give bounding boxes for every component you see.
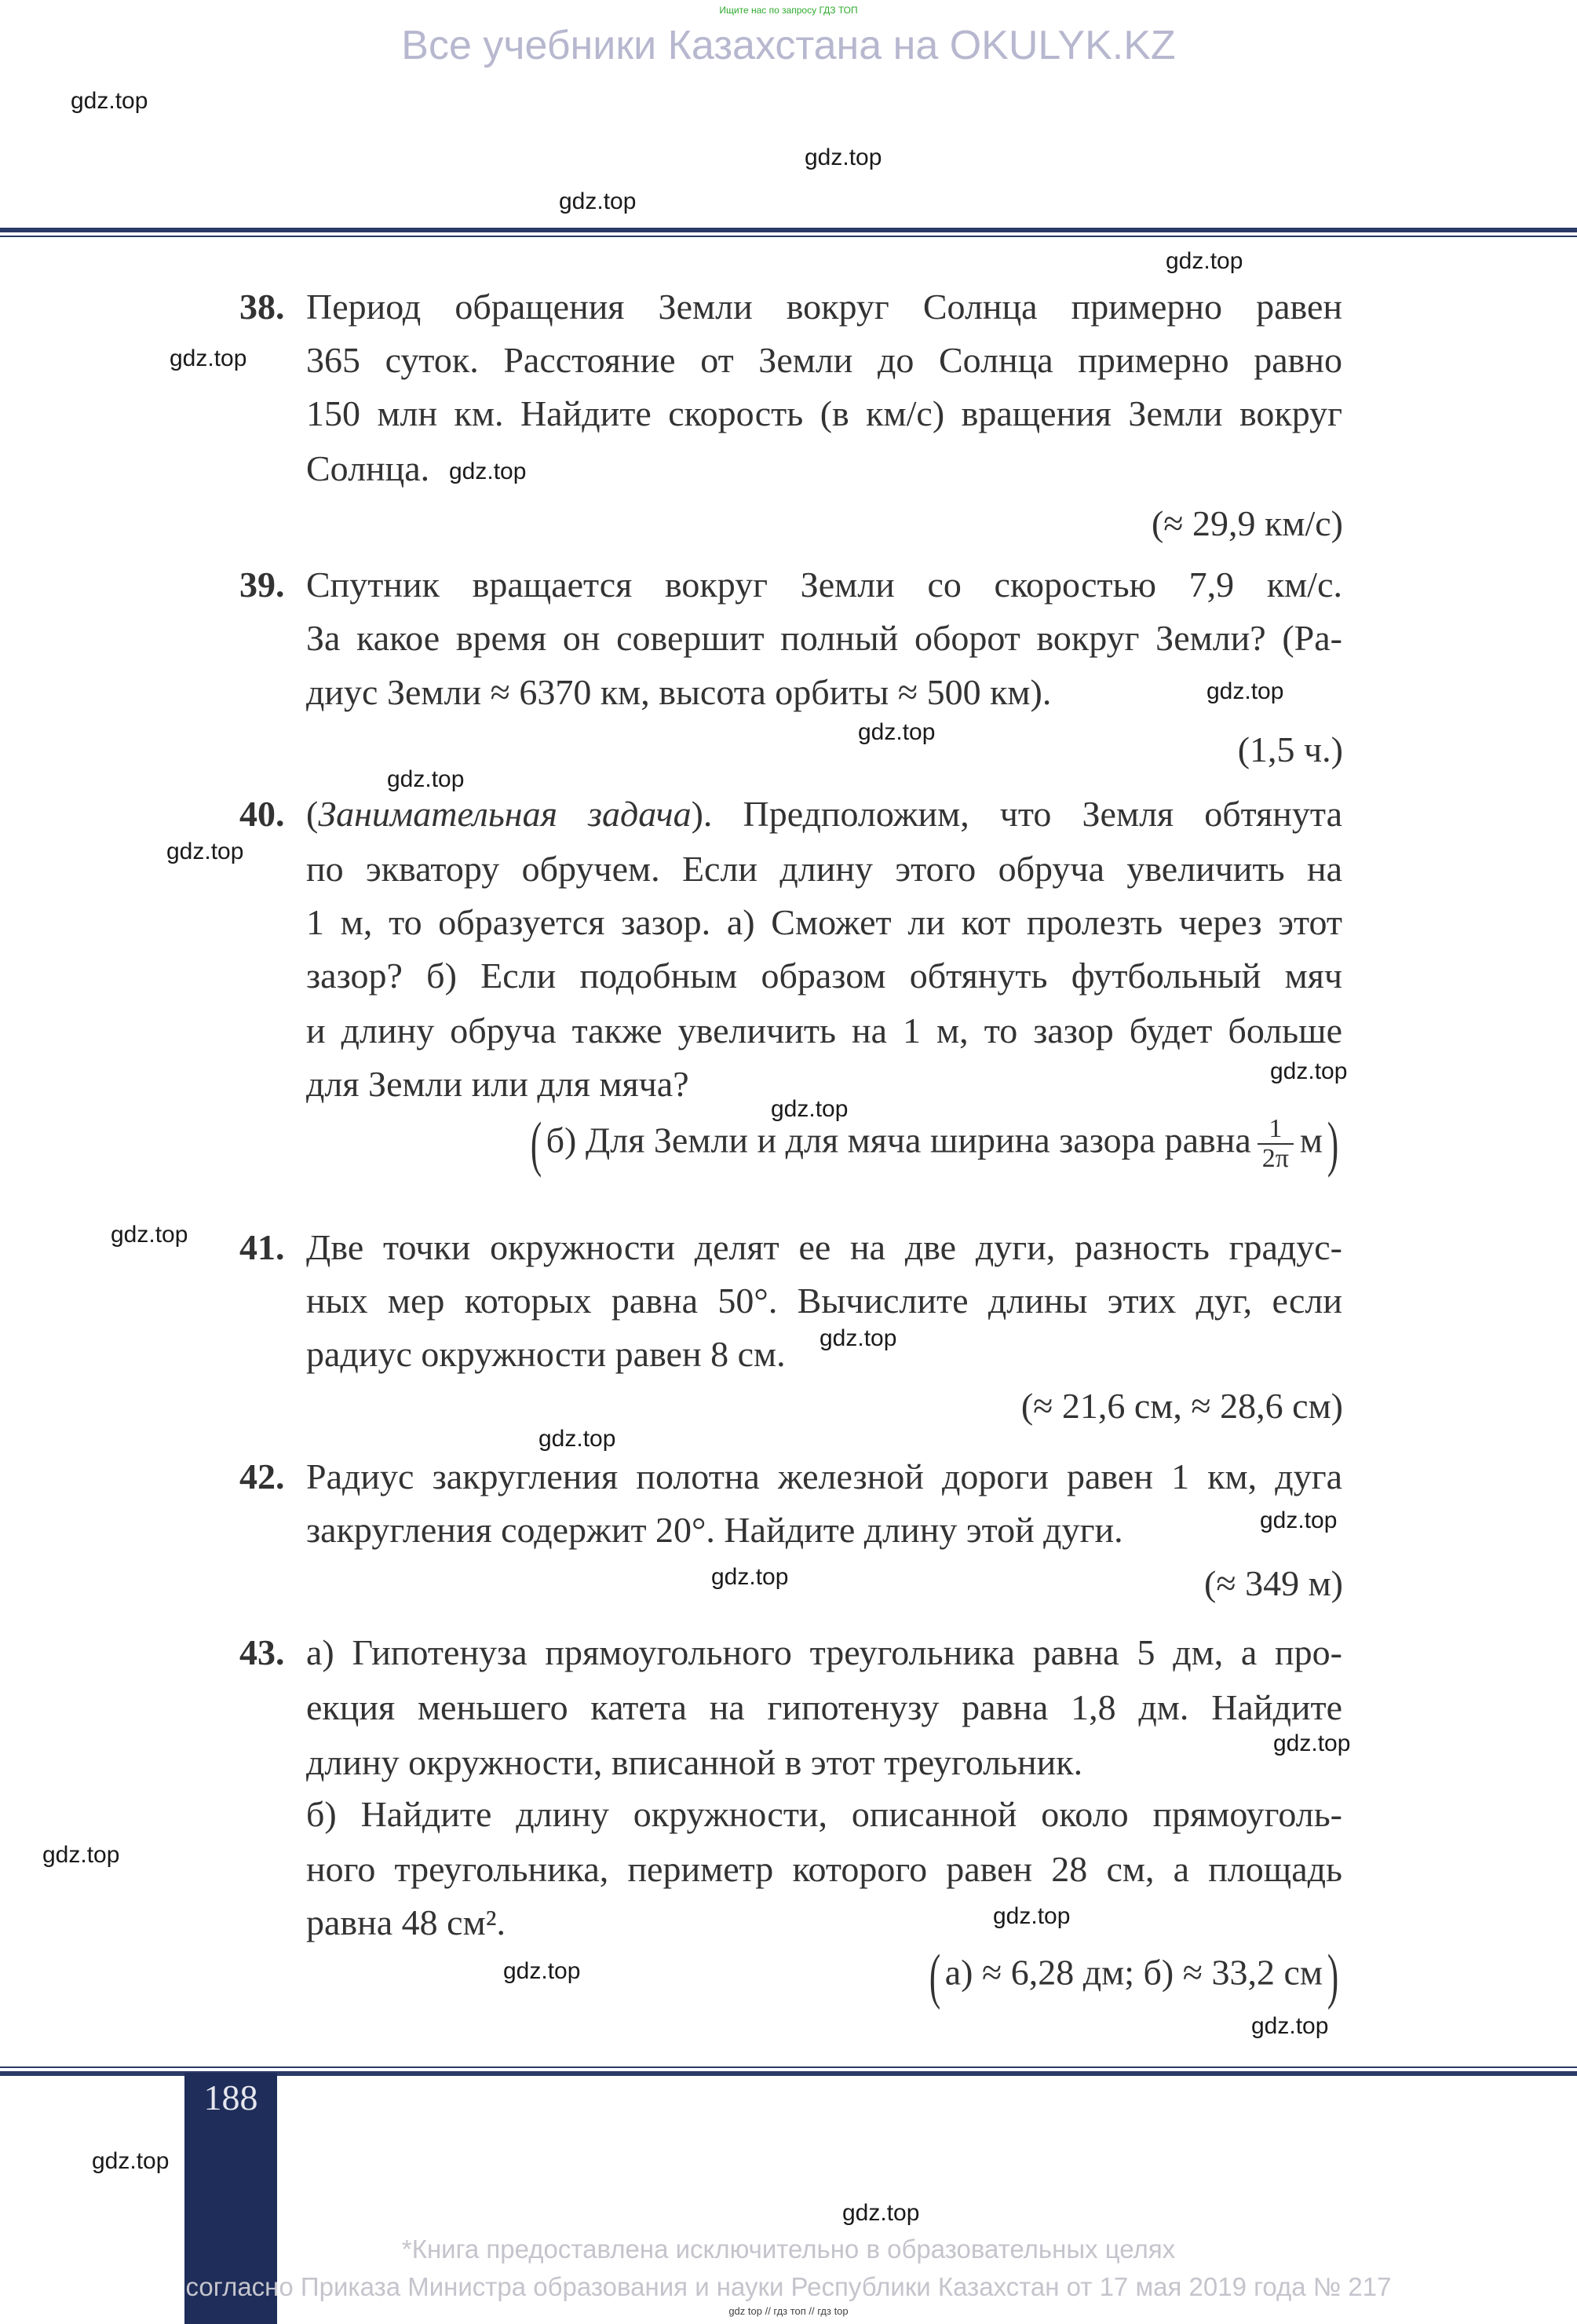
problem-number: 39.: [239, 565, 285, 605]
close-paren: ): [1327, 1942, 1339, 2010]
problem-line: ных мер которых равна 50°. Вычислите длины этих дуг, если: [306, 1281, 1342, 1321]
problem-line: екция меньшего катета на гипотенузу равна 1,8 дм. Найдите: [306, 1687, 1342, 1727]
footer-rule-thin: [0, 2066, 1577, 2068]
watermark: gdz.top: [1206, 678, 1284, 704]
problem-answer: (1,5 ч.): [1237, 729, 1343, 769]
problem-number: 41.: [239, 1227, 285, 1267]
problem-answer: [925, 1942, 1343, 2010]
header-rule-thin: [0, 236, 1577, 237]
problem-line: равна 48 см².: [306, 1902, 506, 1942]
watermark: gdz.top: [1251, 2013, 1329, 2039]
watermark: gdz.top: [449, 459, 527, 484]
watermark: gdz.top: [1270, 1058, 1348, 1084]
watermark: gdz.top: [503, 1958, 581, 1984]
search-hint: Ищите нас по запросу ГДЗ ТОП: [719, 5, 858, 16]
close-paren: ): [1327, 1109, 1339, 1178]
page-number: 188: [203, 2077, 258, 2118]
notice-line-1: *Книга предоставлена исключительно в образовательных целях: [401, 2234, 1176, 2264]
problem-line: а) Гипотенуза прямоугольного треугольника равна 5 дм, а про-: [306, 1632, 1342, 1672]
answer-unit: м: [1299, 1120, 1323, 1160]
problem-number: 42.: [239, 1456, 285, 1496]
problem-line: ного треугольника, периметр которого равен 28 см, а площадь: [306, 1849, 1342, 1889]
watermark: gdz.top: [993, 1903, 1071, 1929]
answer-text: б) Для Земли и для мяча ширина зазора равна: [546, 1120, 1251, 1160]
problem-line: 150 млн км. Найдите скорость (в км/с) вращения Земли вокруг: [306, 393, 1342, 433]
watermark: gdz.top: [559, 188, 637, 214]
problem-line: диус Земли ≈ 6370 км, высота орбиты ≈ 500 км).: [306, 672, 1052, 712]
watermark: gdz.top: [842, 2200, 920, 2226]
watermark: gdz.top: [858, 719, 936, 745]
watermark: gdz.top: [771, 1096, 849, 1122]
open-paren: (: [929, 1942, 940, 2010]
problem-answer: (≈ 349 м): [1204, 1563, 1343, 1603]
problem-line: 365 суток. Расстояние от Земли до Солнца примерно равно: [306, 340, 1342, 380]
watermark: gdz.top: [387, 766, 465, 792]
watermark: gdz.top: [805, 144, 882, 170]
watermark: gdz.top: [1273, 1730, 1351, 1756]
problem-line: За какое время он совершит полный оборот вокруг Земли? (Ра-: [306, 618, 1342, 658]
problem-line: и длину обруча также увеличить на 1 м, то зазор будет больше: [306, 1010, 1342, 1051]
watermark: gdz.top: [1260, 1507, 1338, 1533]
open-paren: (: [530, 1109, 542, 1178]
header-rule-thick: [0, 228, 1577, 232]
first-line-rest: ). Предположим, что Земля обтянута: [691, 794, 1342, 834]
fraction-denominator: 2π: [1261, 1144, 1289, 1173]
notice-line-2: согласно Приказа Министра образования и науки Республики Казахстан от 17 мая 2019 года № 217: [185, 2272, 1392, 2301]
problem-answer: (≈ 21,6 см, ≈ 28,6 см): [1020, 1386, 1343, 1426]
watermark: gdz.top: [1166, 248, 1243, 274]
site-title[interactable]: Все учебники Казахстана на OKULYK.KZ: [401, 23, 1176, 68]
watermark: gdz.top: [538, 1426, 616, 1452]
problem-line: длину окружности, вписанной в этот треугольник.: [306, 1742, 1083, 1782]
problem-number: 43.: [239, 1632, 285, 1672]
problem-line: Две точки окружности делят ее на две дуги, разность градус-: [306, 1227, 1342, 1267]
problem-answer: (≈ 29,9 км/с): [1151, 503, 1343, 543]
problem-line: 1 м, то образуется зазор. а) Сможет ли кот пролезть через этот: [306, 902, 1342, 942]
problem-line: радиус окружности равен 8 см.: [306, 1334, 786, 1374]
problem-line: закругления содержит 20°. Найдите длину этой дуги.: [306, 1510, 1123, 1550]
problem-line: по экватору обручем. Если длину этого обруча увеличить на: [306, 849, 1342, 889]
watermark: gdz.top: [820, 1325, 897, 1351]
watermark: gdz.top: [170, 345, 247, 371]
answer-text: а) ≈ 6,28 дм; б) ≈ 33,2 см: [944, 1952, 1323, 1993]
problem-line: (Занимательная задача). Предположим, что Земля обтянута: [306, 794, 1342, 834]
problem-line: Солнца.: [306, 448, 430, 488]
problem-line: Радиус закругления полотна железной дороги равен 1 км, дуга: [306, 1456, 1342, 1496]
problem-number: 40.: [239, 794, 285, 834]
watermark: gdz.top: [166, 839, 244, 864]
watermark: gdz.top: [92, 2148, 170, 2174]
problem-line: для Земли или для мяча?: [306, 1064, 689, 1104]
problem-number: 38.: [239, 287, 285, 327]
fraction: [1258, 1115, 1294, 1172]
problem-line: Спутник вращается вокруг Земли со скоростью 7,9 км/с.: [306, 565, 1342, 605]
watermark: gdz.top: [71, 88, 148, 114]
problem-line: Период обращения Земли вокруг Солнца примерно равен: [306, 287, 1342, 327]
italic-lead: Занимательная задача: [318, 794, 692, 834]
bottom-links[interactable]: gdz top // гдз топ // гдз top: [728, 2305, 849, 2317]
fraction-numerator: 1: [1258, 1115, 1294, 1145]
watermark: gdz.top: [42, 1842, 120, 1868]
watermark: gdz.top: [711, 1564, 789, 1590]
problem-line: б) Найдите длину окружности, описанной около прямоуголь-: [306, 1794, 1342, 1834]
problem-line: зазор? б) Если подобным образом обтянуть футбольный мяч: [306, 956, 1342, 996]
watermark: gdz.top: [111, 1222, 188, 1248]
